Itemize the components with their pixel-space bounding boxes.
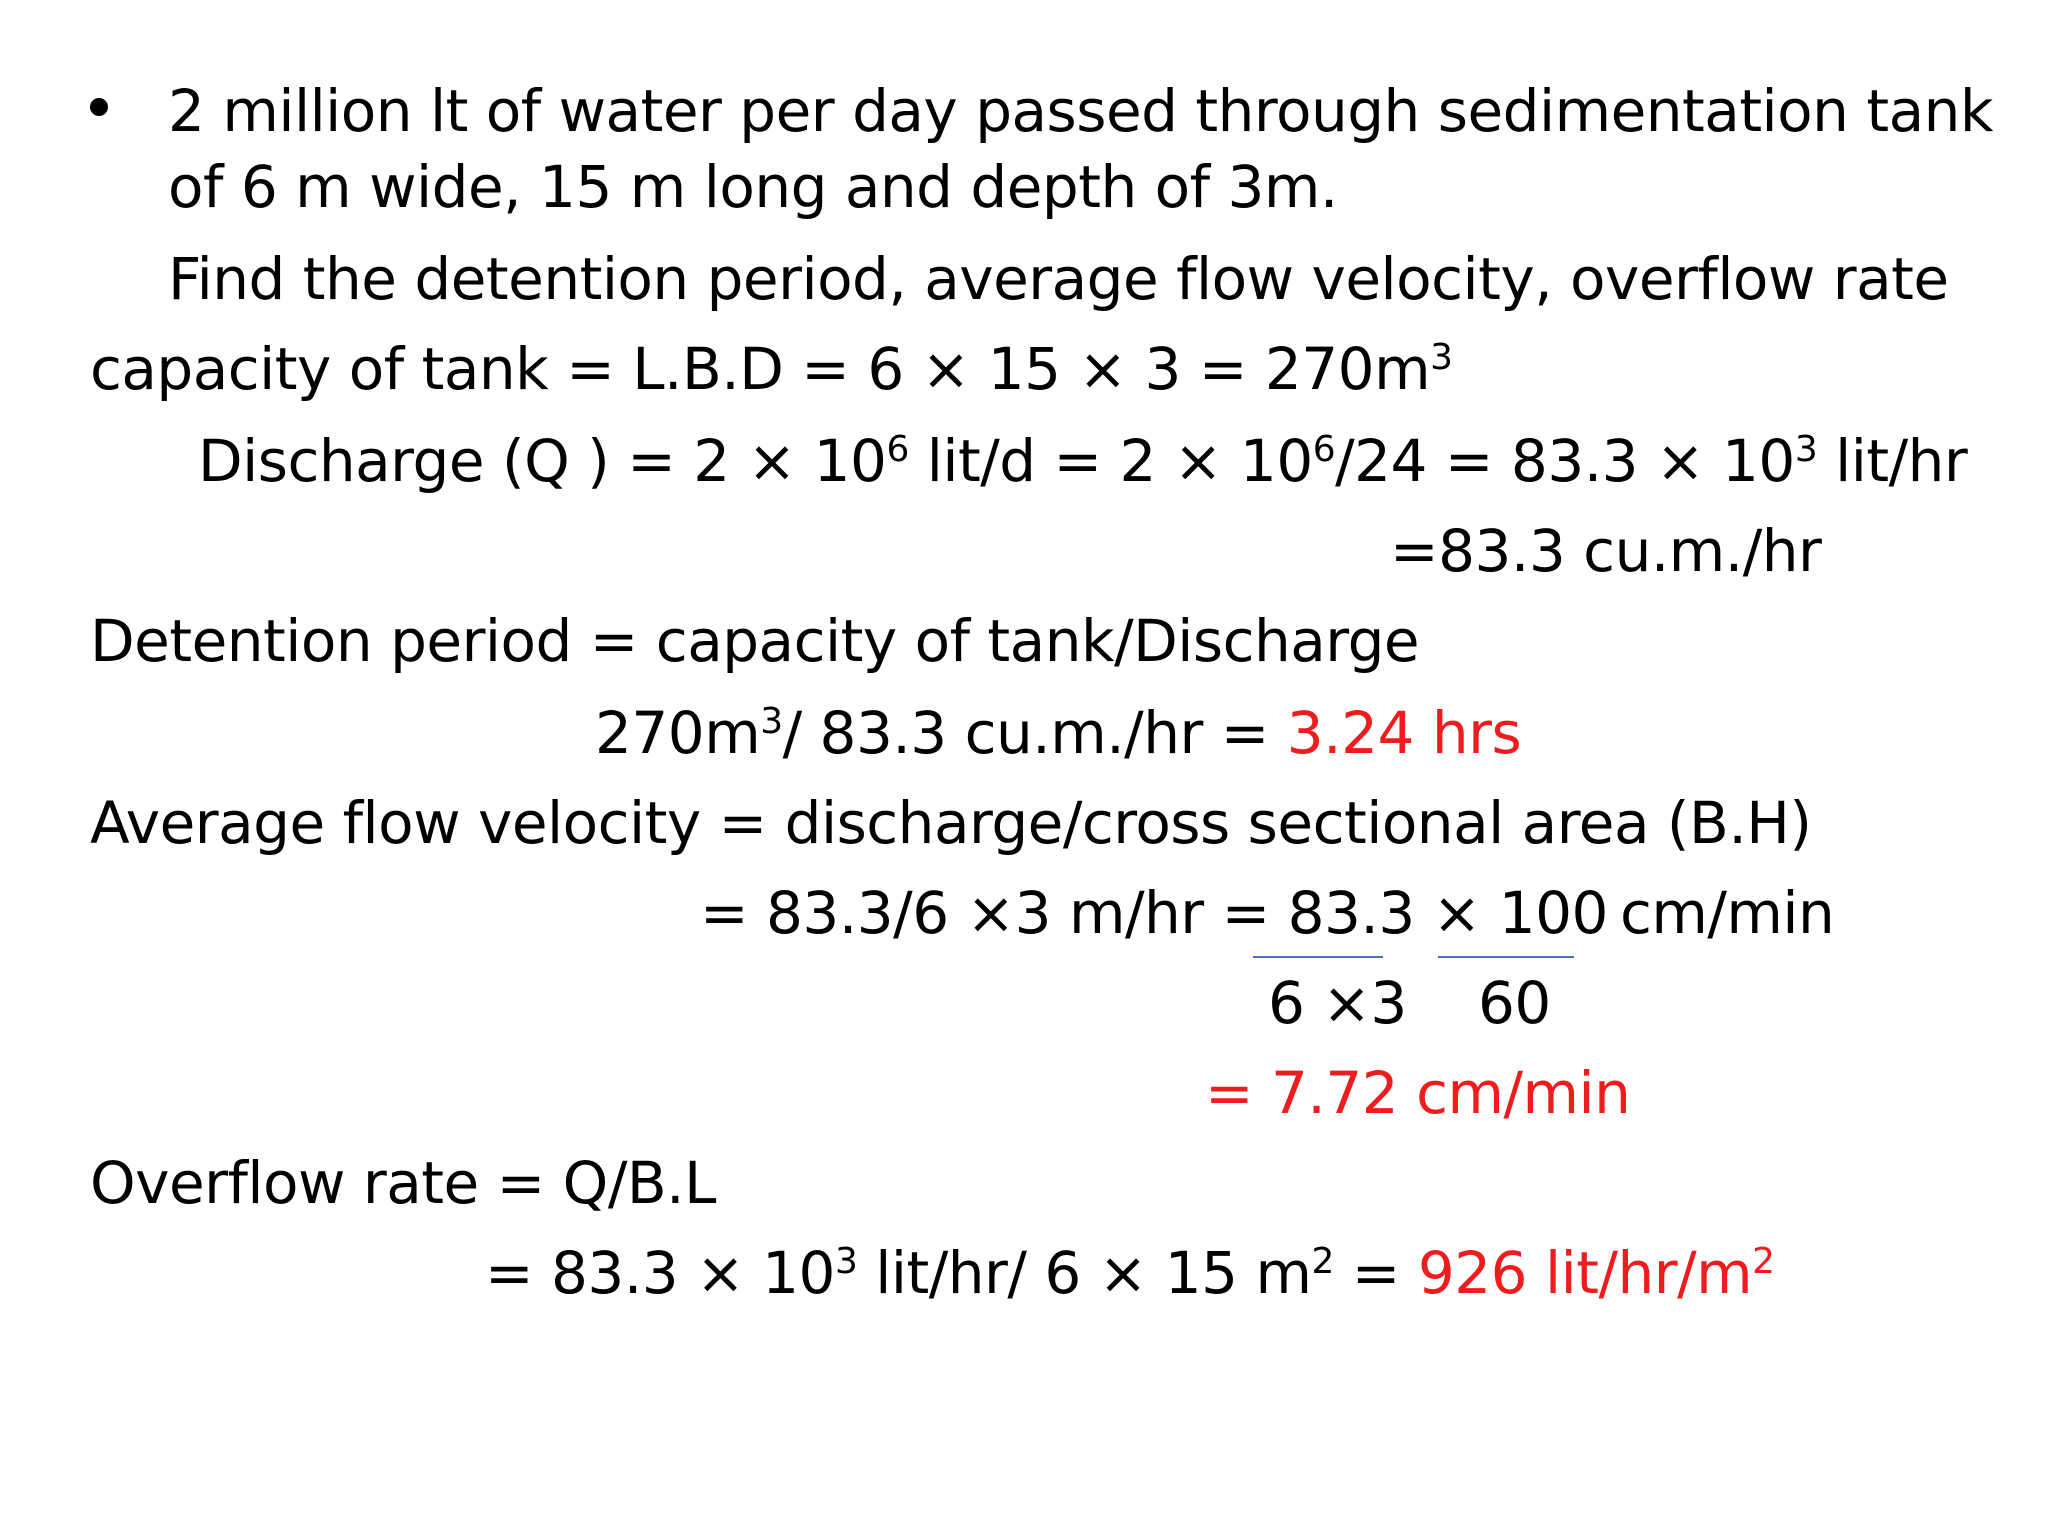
discharge-sup-2: 6 [1312, 429, 1336, 471]
velocity-line-1: Average flow velocity = discharge/cross sectional area (B.H) [90, 789, 1812, 857]
discharge-line-1 [198, 427, 1968, 495]
overflow-result-text: 926 lit/hr/m [1417, 1239, 1753, 1307]
detention-line-2 [595, 699, 1522, 767]
overflow-sup-2: 2 [1311, 1241, 1334, 1283]
problem-line-2: of 6 m wide, 15 m long and depth of 3m. [168, 153, 1338, 221]
velocity-a: = 83.3/6 ×3 m/hr = [700, 879, 1288, 947]
overflow-result-sup: 2 [1752, 1241, 1775, 1283]
detention-result: 3.24 hrs [1286, 699, 1522, 767]
detention-b: / 83.3 cu.m./hr = [782, 699, 1287, 767]
fraction-bar-2 [1438, 956, 1574, 958]
detention-line-1: Detention period = capacity of tank/Discharge [90, 607, 1420, 675]
velocity-numerator-1: 83.3 [1287, 879, 1415, 947]
overflow-line-2 [485, 1239, 1775, 1307]
overflow-c: = [1333, 1239, 1418, 1307]
discharge-b: lit/d = 2 × 10 [908, 427, 1313, 495]
problem-line-1: 2 million lt of water per day passed through sedimentation tank [168, 77, 1993, 145]
problem-line-3: Find the detention period, average flow velocity, overflow rate [168, 245, 1949, 313]
capacity-sup: 3 [1430, 337, 1453, 379]
discharge-line-2: =83.3 cu.m./hr [1390, 517, 1822, 585]
discharge-sup-1: 6 [886, 429, 909, 471]
velocity-denominator-1: 6 ×3 [1268, 969, 1407, 1037]
overflow-b: lit/hr/ 6 × 15 m [857, 1239, 1312, 1307]
overflow-line-1: Overflow rate = Q/B.L [90, 1149, 716, 1217]
velocity-line-2 [700, 879, 1608, 947]
fraction-bar-1 [1253, 956, 1383, 958]
capacity-line [90, 335, 1453, 403]
discharge-d: lit/hr [1817, 427, 1968, 495]
discharge-a: Discharge (Q ) = 2 × 10 [198, 427, 887, 495]
detention-a: 270m [595, 699, 761, 767]
discharge-sup-3: 3 [1794, 429, 1818, 471]
overflow-a: = 83.3 × 10 [485, 1239, 835, 1307]
detention-sup: 3 [760, 701, 783, 743]
velocity-denominator-2: 60 [1478, 969, 1551, 1037]
discharge-c: /24 = 83.3 × 10 [1335, 427, 1795, 495]
bullet-icon [90, 98, 108, 116]
velocity-unit: cm/min [1620, 879, 1835, 947]
velocity-times: × [1414, 879, 1499, 947]
overflow-result [1418, 1239, 1775, 1307]
velocity-numerator-2: 100 [1498, 879, 1608, 947]
velocity-result: = 7.72 cm/min [1205, 1059, 1631, 1127]
overflow-sup-1: 3 [834, 1241, 858, 1283]
capacity-text: capacity of tank = L.B.D = 6 × 15 × 3 = 270m [90, 335, 1431, 403]
